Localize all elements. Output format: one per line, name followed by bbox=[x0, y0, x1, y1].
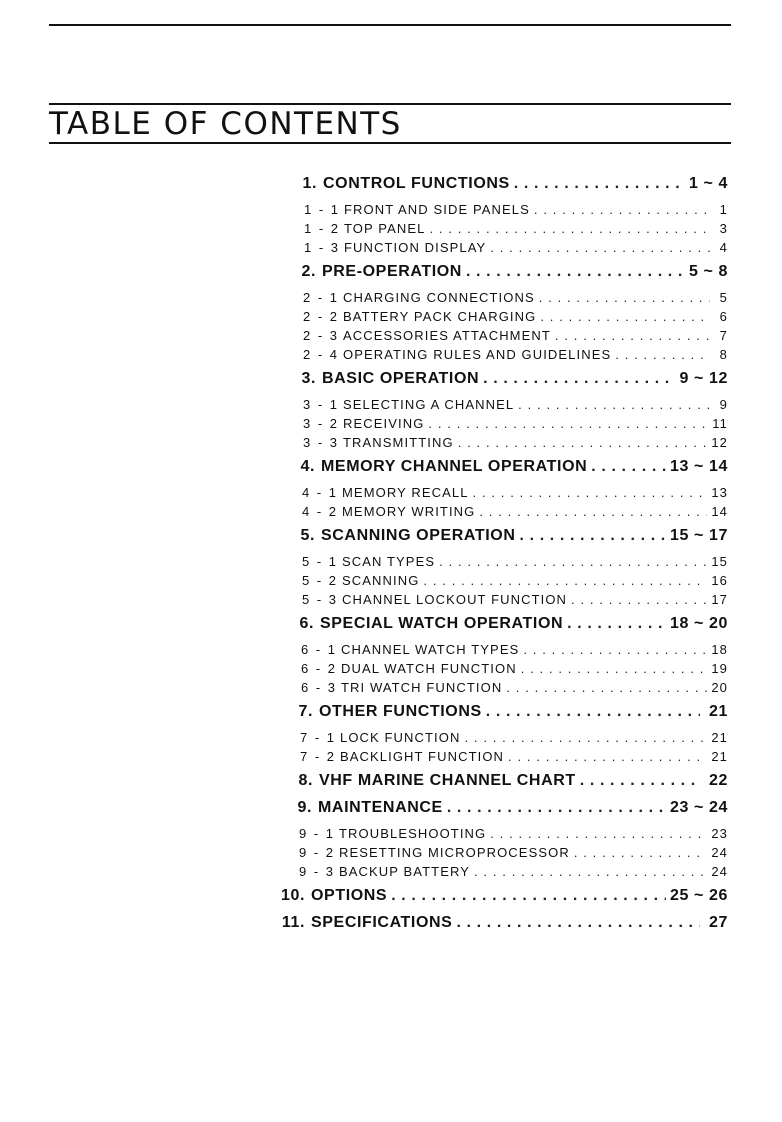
section-number: 2 - 1 bbox=[303, 290, 340, 305]
dot-leader bbox=[506, 680, 707, 695]
section-title: SCANNING bbox=[342, 573, 420, 588]
toc-section-row bbox=[303, 435, 728, 453]
chapter-title: CONTROL FUNCTIONS bbox=[323, 175, 510, 192]
section-title: BATTERY PACK CHARGING bbox=[343, 309, 537, 324]
chapter-page-range: 22 bbox=[709, 772, 728, 789]
dot-leader bbox=[571, 592, 707, 607]
section-number: 3 - 1 bbox=[303, 397, 340, 412]
dot-leader bbox=[555, 328, 710, 343]
section-number: 6 - 3 bbox=[301, 680, 338, 695]
dot-leader bbox=[518, 397, 710, 412]
section-title: BACKLIGHT FUNCTION bbox=[340, 749, 505, 764]
dot-leader bbox=[464, 730, 707, 745]
toc-section-row bbox=[302, 592, 728, 610]
section-page: 9 bbox=[719, 397, 728, 412]
section-page: 7 bbox=[719, 328, 728, 343]
toc-section-row bbox=[304, 221, 728, 239]
toc-section-row bbox=[303, 347, 728, 365]
section-page: 15 bbox=[711, 554, 728, 569]
dot-leader bbox=[429, 221, 710, 236]
dot-leader bbox=[534, 202, 710, 217]
toc-section-row bbox=[303, 416, 728, 434]
toc-section-row bbox=[301, 661, 728, 679]
chapter-number: 2. bbox=[301, 263, 316, 280]
dot-leader bbox=[473, 485, 708, 500]
section-title: LOCK FUNCTION bbox=[340, 730, 461, 745]
section-page: 24 bbox=[711, 864, 728, 879]
section-page: 19 bbox=[711, 661, 728, 676]
dot-leader bbox=[521, 661, 708, 676]
chapter-page-range: 25 ~ 26 bbox=[669, 887, 728, 904]
dot-leader bbox=[428, 416, 708, 431]
dot-leader bbox=[514, 175, 685, 193]
section-number: 1 - 2 bbox=[304, 221, 341, 236]
toc-section-row bbox=[303, 397, 728, 415]
chapter-page-range: 5 ~ 8 bbox=[688, 263, 728, 280]
section-number: 5 - 3 bbox=[302, 592, 339, 607]
chapter-title: BASIC OPERATION bbox=[322, 370, 480, 387]
section-number: 7 - 1 bbox=[300, 730, 337, 745]
chapter-title: OPTIONS bbox=[311, 887, 388, 904]
section-number: 1 - 3 bbox=[304, 240, 341, 255]
toc-chapter-row bbox=[265, 887, 728, 911]
toc-chapter-row bbox=[265, 914, 728, 938]
section-title: CHARGING CONNECTIONS bbox=[343, 290, 535, 305]
dot-leader bbox=[540, 309, 710, 324]
chapter-number: 8. bbox=[298, 772, 313, 789]
dot-leader bbox=[423, 573, 707, 588]
chapter-title: PRE-OPERATION bbox=[322, 263, 462, 280]
section-page: 1 bbox=[719, 202, 728, 217]
section-page: 12 bbox=[711, 435, 728, 450]
chapter-number: 11. bbox=[281, 914, 305, 931]
section-title: CHANNEL LOCKOUT FUNCTION bbox=[342, 592, 568, 607]
chapter-number: 7. bbox=[298, 703, 313, 720]
title-top-divider bbox=[49, 103, 731, 105]
toc-chapter-row bbox=[281, 458, 728, 482]
section-page: 11 bbox=[712, 416, 728, 431]
dot-leader bbox=[591, 458, 666, 476]
section-number: 3 - 3 bbox=[303, 435, 340, 450]
toc-section-row bbox=[300, 749, 728, 767]
section-number: 9 - 2 bbox=[299, 845, 336, 860]
section-page: 21 bbox=[711, 730, 728, 745]
dot-leader bbox=[520, 527, 666, 545]
section-number: 4 - 1 bbox=[302, 485, 339, 500]
section-number: 6 - 2 bbox=[301, 661, 338, 676]
toc-section-row bbox=[304, 202, 728, 220]
section-page: 24 bbox=[711, 845, 728, 860]
toc-section-row bbox=[303, 309, 728, 327]
section-number: 1 - 1 bbox=[304, 202, 341, 217]
section-title: TRANSMITTING bbox=[343, 435, 454, 450]
section-title: RECEIVING bbox=[343, 416, 425, 431]
section-title: TROUBLESHOOTING bbox=[339, 826, 487, 841]
toc-section-row bbox=[302, 504, 728, 522]
chapter-number: 3. bbox=[301, 370, 316, 387]
chapter-page-range: 15 ~ 17 bbox=[669, 527, 728, 544]
section-title: MEMORY WRITING bbox=[342, 504, 476, 519]
section-page: 18 bbox=[711, 642, 728, 657]
chapter-title: SCANNING OPERATION bbox=[321, 527, 516, 544]
chapter-page-range: 21 bbox=[709, 703, 728, 720]
dot-leader bbox=[615, 347, 710, 362]
section-number: 2 - 2 bbox=[303, 309, 340, 324]
chapter-number: 1. bbox=[302, 175, 317, 192]
dot-leader bbox=[490, 826, 707, 841]
toc-section-row bbox=[300, 730, 728, 748]
section-title: MEMORY RECALL bbox=[342, 485, 469, 500]
toc-section-row bbox=[301, 642, 728, 660]
section-title: BACKUP BATTERY bbox=[339, 864, 470, 879]
chapter-number: 4. bbox=[300, 458, 315, 475]
dot-leader bbox=[391, 887, 666, 905]
dot-leader bbox=[458, 435, 708, 450]
section-title: OPERATING RULES AND GUIDELINES bbox=[343, 347, 612, 362]
dot-leader bbox=[539, 290, 710, 305]
chapter-title: OTHER FUNCTIONS bbox=[319, 703, 482, 720]
section-title: SELECTING A CHANNEL bbox=[343, 397, 515, 412]
chapter-number: 10. bbox=[280, 887, 305, 904]
chapter-page-range: 1 ~ 4 bbox=[688, 175, 728, 192]
toc-chapter-row bbox=[283, 175, 728, 199]
section-page: 4 bbox=[719, 240, 728, 255]
chapter-number: 6. bbox=[299, 615, 314, 632]
dot-leader bbox=[466, 263, 685, 281]
section-number: 9 - 3 bbox=[299, 864, 336, 879]
toc-chapter-row bbox=[279, 772, 728, 796]
section-number: 6 - 1 bbox=[301, 642, 338, 657]
section-title: FRONT AND SIDE PANELS bbox=[344, 202, 530, 217]
chapter-page-range: 27 bbox=[709, 914, 728, 931]
section-title: TRI WATCH FUNCTION bbox=[341, 680, 503, 695]
section-title: CHANNEL WATCH TYPES bbox=[341, 642, 520, 657]
section-number: 7 - 2 bbox=[300, 749, 337, 764]
chapter-title: MEMORY CHANNEL OPERATION bbox=[321, 458, 588, 475]
toc-section-row bbox=[304, 240, 728, 258]
chapter-title: SPECIAL WATCH OPERATION bbox=[320, 615, 564, 632]
toc-section-row bbox=[303, 290, 728, 308]
section-number: 9 - 1 bbox=[299, 826, 336, 841]
section-title: TOP PANEL bbox=[344, 221, 426, 236]
section-page: 20 bbox=[711, 680, 728, 695]
dot-leader bbox=[474, 864, 707, 879]
dot-leader bbox=[567, 615, 666, 633]
section-title: SCAN TYPES bbox=[342, 554, 436, 569]
section-page: 6 bbox=[719, 309, 728, 324]
chapter-number: 5. bbox=[300, 527, 315, 544]
section-title: ACCESSORIES ATTACHMENT bbox=[343, 328, 551, 343]
chapter-title: MAINTENANCE bbox=[318, 799, 443, 816]
dot-leader bbox=[483, 370, 675, 388]
toc-section-row bbox=[302, 554, 728, 572]
title-bottom-divider bbox=[49, 142, 731, 144]
chapter-page-range: 9 ~ 12 bbox=[679, 370, 728, 387]
toc-chapter-row bbox=[280, 615, 728, 639]
section-number: 5 - 1 bbox=[302, 554, 339, 569]
toc-chapter-row bbox=[278, 799, 728, 823]
top-divider bbox=[49, 24, 731, 26]
toc-section-row bbox=[302, 485, 728, 503]
section-number: 2 - 4 bbox=[303, 347, 340, 362]
toc-section-row bbox=[299, 826, 728, 844]
section-title: DUAL WATCH FUNCTION bbox=[341, 661, 517, 676]
section-number: 3 - 2 bbox=[303, 416, 340, 431]
toc-section-row bbox=[299, 864, 728, 882]
toc-section-row bbox=[301, 680, 728, 698]
chapter-page-range: 18 ~ 20 bbox=[669, 615, 728, 632]
section-title: FUNCTION DISPLAY bbox=[344, 240, 487, 255]
toc-chapter-row bbox=[279, 703, 728, 727]
toc-section-row bbox=[303, 328, 728, 346]
page-title: TABLE OF CONTENTS bbox=[49, 106, 402, 142]
section-number: 5 - 2 bbox=[302, 573, 339, 588]
dot-leader bbox=[479, 504, 707, 519]
dot-leader bbox=[456, 914, 700, 932]
toc-chapter-row bbox=[282, 370, 728, 394]
dot-leader bbox=[490, 240, 710, 255]
chapter-page-range: 23 ~ 24 bbox=[669, 799, 728, 816]
section-page: 14 bbox=[711, 504, 728, 519]
section-page: 16 bbox=[711, 573, 728, 588]
chapter-title: SPECIFICATIONS bbox=[311, 914, 453, 931]
section-number: 4 - 2 bbox=[302, 504, 339, 519]
section-page: 23 bbox=[711, 826, 728, 841]
section-page: 5 bbox=[719, 290, 728, 305]
dot-leader bbox=[439, 554, 707, 569]
chapter-number: 9. bbox=[297, 799, 312, 816]
toc-section-row bbox=[302, 573, 728, 591]
dot-leader bbox=[508, 749, 707, 764]
dot-leader bbox=[580, 772, 700, 790]
dot-leader bbox=[574, 845, 708, 860]
toc-chapter-row bbox=[282, 263, 728, 287]
section-page: 21 bbox=[711, 749, 728, 764]
chapter-page-range: 13 ~ 14 bbox=[669, 458, 728, 475]
dot-leader bbox=[447, 799, 666, 817]
chapter-title: VHF MARINE CHANNEL CHART bbox=[319, 772, 576, 789]
section-page: 3 bbox=[719, 221, 728, 236]
section-page: 13 bbox=[711, 485, 728, 500]
section-page: 17 bbox=[711, 592, 728, 607]
toc-chapter-row bbox=[281, 527, 728, 551]
dot-leader bbox=[486, 703, 700, 721]
toc-section-row bbox=[299, 845, 728, 863]
section-number: 2 - 3 bbox=[303, 328, 340, 343]
dot-leader bbox=[523, 642, 707, 657]
section-title: RESETTING MICROPROCESSOR bbox=[339, 845, 570, 860]
section-page: 8 bbox=[719, 347, 728, 362]
